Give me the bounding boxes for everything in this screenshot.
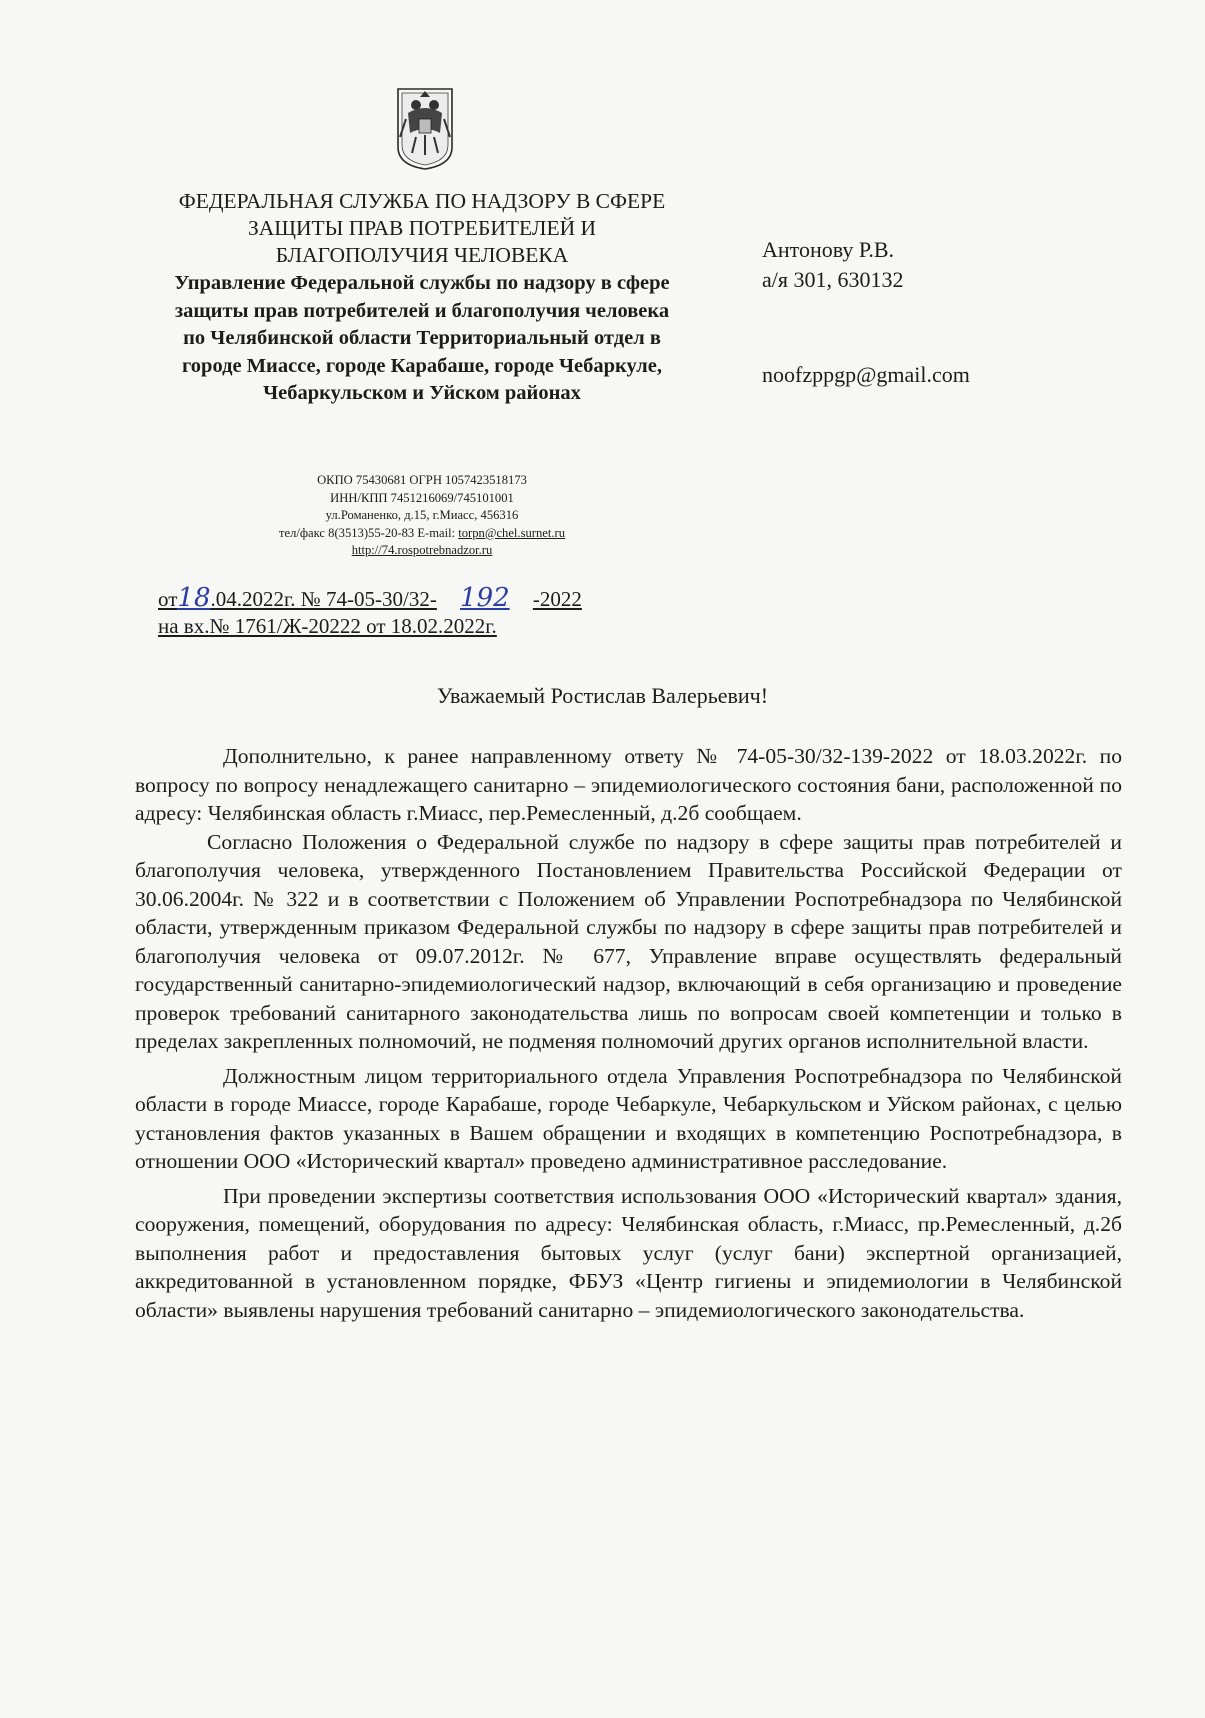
contact-line	[172, 525, 672, 543]
ref-day-handwritten: 18	[177, 583, 211, 613]
body-paragraph-4: При проведении экспертизы соответствия использования ООО «Исторический квартал» здания, сооружения, помещений, оборудования по адресу: Челябинская область, г.Миасс, пр.Ремесленный, д.2б выполнения работ и предоставления бытовых услуг (услуг бани) экспертной организацией, аккредитованной в установленном порядке, ФБУЗ «Центр гигиены и эпидемиологии в Челябинской области» выявлены нарушения требований санитарно – эпидемиологического законодательства.	[135, 1183, 1122, 1322]
russian-coat-of-arms-icon	[394, 85, 456, 171]
recipient-email[interactable]: noofzppgp@gmail.com	[762, 362, 970, 387]
requisites-block	[172, 472, 672, 560]
body-paragraph-2: Согласно Положения о Федеральной службе по надзору в сфере защиты прав потребителей и благополучия человека, утвержденного Постановлением Правительства Российской Федерации от 30.06.2004г. № 322 и в соответствии с Положением об Управлении Роспотребнадзора по Челябинской области, утвержденным приказом Федеральной службы по надзору в сфере защиты прав потребителей и благополучия человека от 09.07.2012г. № 677, Управление вправе осуществлять федеральный государственный санитарно-эпидемиологический надзор, включающий в себя организацию и проведение проверок требований санитарного законодательства лишь по вопросам своей компетенции и только в пределах закрепленных полномочий, не подменяя полномочий других органов исполнительной власти.	[135, 829, 1122, 1053]
department-name: Управление Федеральной службы по надзору в сфере защиты прав потребителей и благополучия человека по Челябинской области Территориальный отдел в городе Миассе, городе Карабаше, городе Чебаркуле, Чебаркульском и Уйском районах	[174, 272, 670, 404]
recipient-po-box: а/я 301, 630132	[762, 267, 904, 292]
outgoing-reference	[158, 584, 582, 613]
ref-number-handwritten: 192	[460, 583, 510, 613]
office-email-link[interactable]: torpn@chel.surnet.ru	[458, 525, 565, 540]
incoming-reference	[158, 612, 497, 640]
phone-fax: тел/факс 8(3513)55-20-83 E-mail:	[278, 525, 459, 540]
website-link[interactable]: http://74.rospotrebnadzor.ru	[351, 543, 493, 557]
okpo-ogrn: ОКПО 75430681 ОГРН 1057423518173	[317, 473, 527, 487]
ref-from-label: от	[158, 587, 178, 611]
agency-name: ФЕДЕРАЛЬНАЯ СЛУЖБА ПО НАДЗОРУ В СФЕРЕ ЗАЩИТЫ ПРАВ ПОТРЕБИТЕЛЕЙ И БЛАГОПОЛУЧИЯ ЧЕЛОВЕКА	[178, 189, 666, 267]
inn-kpp: ИНН/КПП 7451216069/745101001	[330, 490, 514, 505]
body-paragraph-3: Должностным лицом территориального отдела Управления Роспотребнадзора по Челябинской области в городе Миассе, городе Карабаше, городе Чебаркуле, Чебаркульском и Уйском районах, с целью установления фактов указанных в Вашем обращении и входящих в компетенцию Роспотребнадзора, в отношении ООО «Исторический квартал» проведено административное расследование.	[135, 1063, 1122, 1173]
office-address: ул.Романенко, д.15, г.Миасс, 456316	[325, 508, 519, 522]
recipient-name: Антонову Р.В.	[762, 237, 895, 262]
salutation: Уважаемый Ростислав Валерьевич!	[436, 683, 769, 708]
letter-body	[135, 742, 1122, 1324]
ref-date-number: .04.2022г. № 74-05-30/32-	[210, 587, 437, 611]
body-paragraph-1: Дополнительно, к ранее направленному ответу № 74-05-30/32-139-2022 от 18.03.2022г. по вопросу по вопросу ненадлежащего санитарно – эпидемиологического состояния бани, расположенной по адресу: Челябинская область г.Миасс, пер.Ремесленный, д.2б сообщаем.	[135, 744, 1122, 825]
incoming-reference-text: на вх.№ 1761/Ж-20222 от 18.02.2022г.	[158, 614, 497, 638]
ref-year-suffix: -2022	[532, 587, 582, 611]
